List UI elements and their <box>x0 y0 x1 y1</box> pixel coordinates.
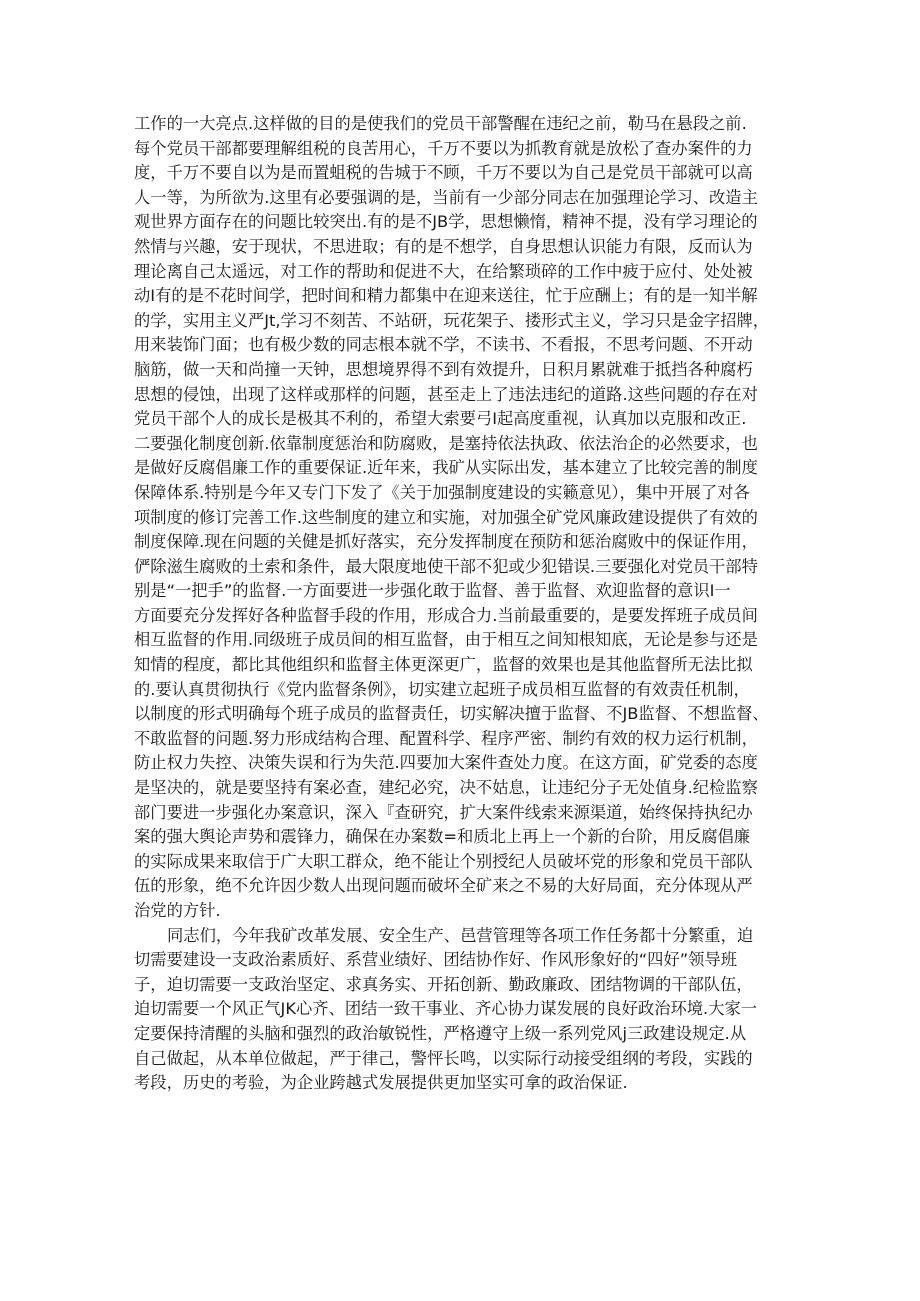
text-line: 每个党员干部都要理解组税的良苦用心，千万不要以为抓教育就是放松了查办案件的力 <box>134 138 753 158</box>
text-line: 脑筋，做一天和尚撞一天钟，思想境界得不到有效提升，日积月累就难于抵挡各种腐朽 <box>134 359 753 379</box>
text-line: 的.要认真贯彻执行《党内监督条例》，切实建立起班子成员相互监督的有效责任机制， <box>134 679 750 699</box>
paragraph-1 <box>134 112 784 924</box>
text-line: 同志们，今年我矿改革发展、安全生产、邑营管理等各项工作任务都十分繁重，迫 <box>167 925 754 945</box>
text-line: 二要强化制度创新.依靠制度惩治和防腐败，是塞持依法执政、依法治企的必然要求，也 <box>134 433 758 453</box>
text-line: 治党的方针. <box>134 901 221 920</box>
text-line: 用来装饰门面；也有极少数的同志根本就不学，不读书、不看报，不思考问题、不开动 <box>134 335 753 355</box>
text-line: 自己做起，从本单位做起，严于律己，警怦长鸣，以实际行动接受组纲的考段，实践的 <box>134 1048 753 1068</box>
text-line: 制度保障.现在问题的关健是抓好落实，充分发挥制度在预防和惩治腐败中的保证作用， <box>134 532 758 552</box>
text-line: 伍的形象，绝不允许因少数人出现问题而破坏全矿来之不易的大好局面，充分体现从严 <box>134 876 753 896</box>
text-line: 工作的一大亮点.这样做的目的是使我们的党员干部警醒在违纪之前，勒马在悬段之前. <box>134 114 747 133</box>
text-line: 观世界方面存在的问题比较突出.有的是不JB学，思想懒惰，精神不提，没有学习理论的 <box>134 212 758 232</box>
text-line: 保障体系.特别是今年又专门下发了《关于加强制度建设的实籁意见），集中开展了对各 <box>134 482 750 502</box>
text-line: 案的强大舆论声势和震锋力，确保在办案数=和质北上再上一个新的台阶，用反腐倡廉 <box>134 827 751 847</box>
text-line: 定要保持清醒的头脑和强烈的政治敏锐性，严格遵守上级一系列党风j三政建设规定.从 <box>134 1023 747 1043</box>
text-line: 然情与兴趣，安于现状，不思进取；有的是不想学，自身思想认识能力有限，反而认为 <box>134 236 753 256</box>
text-line: 的学，实用主义严Jt,学习不刻苦、不站研，玩花架子、搂形式主义，学习只是金字招牌， <box>134 310 770 330</box>
text-line: 防止权力失控、决策失误和行为失范.四要加大案件查处力度。在这方面，矿党委的态度 <box>134 753 758 773</box>
text-line: 方面要充分发挥好各种监督手段的作用，形成合力.当前最重要的，是要发挥班子成员间 <box>134 605 758 625</box>
text-line: 部门要进一步强化办案意识，深入『查研究，扩大案件线索来源渠道，始终保持执纪办 <box>134 802 753 822</box>
text-line: 思想的侵蚀，出现了这样或那样的问题，甚至走上了违法违纪的道路.这些问题的存在对 <box>134 384 758 404</box>
text-line: 是做好反腐倡廉工作的重要保证.近年来，我矿从实际出发，基本建立了比较完善的制度 <box>134 458 758 478</box>
text-line: 的实际成果来取信于广大职工群众，绝不能让个别授纪人员破坏党的形象和党员干部队 <box>134 851 753 871</box>
text-line: 知情的程度，都比其他组织和监督主体更深更广，监督的效果也是其他监督所无法比拟 <box>134 655 753 675</box>
text-line: 迫切需要一个风正气JK心齐、团结一致干事业、齐心协力谋发展的良好政治环境.大家一 <box>134 999 758 1019</box>
text-line: 理论离自己太遥远，对工作的帮助和促进不大，在给繁琐碎的工作中疲于应付、处处被 <box>134 261 753 281</box>
text-line: 考段，历史的考验，为企业跨越式发展提供更加坚实可拿的政治保证. <box>134 1073 628 1093</box>
text-line: 相互监督的作用.同级班子成员间的相互监督，由于相互之间知根知底，无论是参与还是 <box>134 630 758 650</box>
text-line: 俨除滋生腐败的土索和条件，最大限度地使干部不犯或少犯错误.三要强化对党员干部特 <box>134 556 758 576</box>
text-line: 切需要建设一支政治素质好、系营业绩好、团结协作好、作风形象好的“四好”领导班 <box>134 950 737 970</box>
text-line: 动I有的是不花时间学，把时间和精力都集中在迎来送往，忙于应酬上；有的是一知半解 <box>134 286 758 306</box>
text-line: 度，千万不要自以为是而置蛆税的告城于不顾，千万不要以为自己是党员干部就可以高 <box>134 163 753 183</box>
paragraph-2 <box>134 924 784 1096</box>
text-line: 是坚决的，就是要坚持有案必查，建纪必究，决不姑息，让违纪分子无处值身.纪检监察 <box>134 778 758 798</box>
document-body <box>134 112 784 1096</box>
text-line: 子，迫切需要一支政治坚定、求真务实、开拓创新、勤政廉政、团结物调的干部队伍， <box>134 974 753 994</box>
text-line: 以制度的形式明确每个班子成员的监督责任，切实解决擅于监督、不JB监督、不想监督、 <box>134 704 769 724</box>
text-line: 不敢监督的问题.努力形成结构合理、配置科学、程序严密、制约有效的权力运行机制， <box>134 728 758 748</box>
text-line: 别是“一把手”的监督.一方面要进一步强化敢于监督、善于监督、欢迎监督的意识I一 <box>134 581 731 601</box>
text-line: 党员干部个人的成长是极其不利的，希望大索要弓I起高度重视，认真加以克服和改正. <box>134 409 747 429</box>
text-line: 人一等，为所欲为.这里有必要强调的是，当前有一少部分同志在加强理论学习、改造主 <box>134 187 758 207</box>
text-line: 项制度的修订完善工作.这些制度的建立和实施，对加强全矿党风廉政建设提供了有效的 <box>134 507 758 527</box>
